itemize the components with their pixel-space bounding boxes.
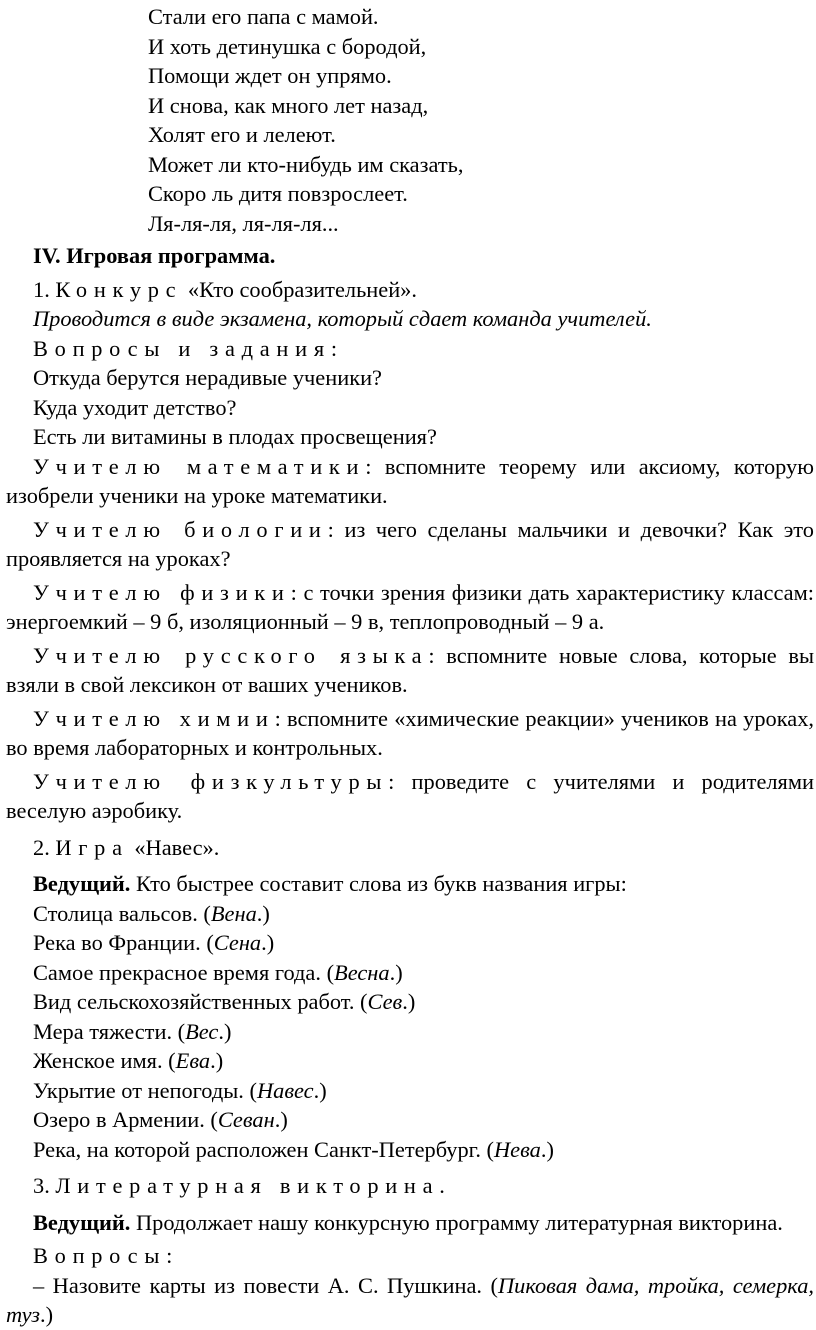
section-heading: IV. Игровая программа.: [33, 243, 276, 268]
contest1-title: 1. Конкурс «Кто сообразительней».: [33, 276, 417, 302]
riddle-item: Женское имя. (Ева.): [33, 1048, 224, 1073]
riddle-item: Укрытие от непогоды. (Навес.): [33, 1077, 327, 1103]
contest1-note: Проводится в виде экзамена, который сдает команда учителей.: [33, 306, 652, 331]
poem-line: Стали его папа с мамой.: [148, 4, 379, 29]
poem-line: И хоть детинушка с бородой,: [148, 33, 427, 59]
game2-intro: Ведущий. Кто быстрее составит слова из букв названия игры:: [33, 871, 627, 896]
game2-title: 2. Игра «Навес».: [33, 834, 220, 860]
question-item: Куда уходит детство?: [33, 394, 237, 420]
quiz3-questions-label: Вопросы:: [33, 1243, 173, 1268]
riddle-item: Вид сельскохозяйственных работ. (Сев.): [33, 989, 416, 1014]
poem: [6, 0, 814, 238]
riddle-item: Самое прекрасное время года. (Весна.): [33, 959, 403, 985]
poem-line: Ля-ля-ля, ля-ля-ля...: [148, 210, 339, 236]
quiz3-question: – Назовите карты из повести А. С. Пушкина. (Пиковая дама, тройка, семерка, туз.): [6, 1272, 814, 1327]
teacher-task: Учителю физики: с точки зрения физики дать характеристику классам: энергоемкий – 9 б, изоляционный – 9 в, теплопроводный – 9 а.: [6, 579, 815, 634]
riddle-item: Мера тяжести. (Вес.): [33, 1018, 232, 1044]
teacher-task: Учителю биологии: из чего сделаны мальчики и девочки? Как это проявляется на уроках?: [6, 516, 814, 571]
riddle-item: Озеро в Армении. (Севан.): [33, 1107, 288, 1132]
teacher-task: Учителю химии: вспомните «химические реакции» учеников на уроках, во время лабораторных и контрольных.: [6, 705, 814, 760]
poem-line: Помощи ждет он упрямо.: [148, 63, 392, 88]
riddle-item: Река, на которой расположен Санкт-Петербург. (Нева.): [33, 1136, 554, 1162]
poem-line: И снова, как много лет назад,: [148, 92, 429, 118]
poem-line: Скоро ль дитя повзрослеет.: [148, 181, 408, 206]
poem-line: Холят его и лелеют.: [148, 122, 336, 147]
question-item: Откуда берутся нерадивые ученики?: [33, 365, 382, 390]
quiz3-intro: Ведущий. Продолжает нашу конкурсную программу литературная викторина.: [33, 1209, 783, 1235]
question-item: Есть ли витамины в плодах просвещения?: [33, 424, 437, 449]
contest1-questions-label: Вопросы и задания:: [33, 335, 338, 361]
riddle-item: Река во Франции. (Сена.): [33, 930, 275, 955]
teacher-task: Учителю русского языка: вспомните новые слова, которые вы взяли в свой лексикон от ваших учеников.: [6, 642, 814, 697]
teacher-task: Учителю математики: вспомните теорему или аксиому, которую изобрели ученики на уроке математики.: [6, 453, 814, 508]
quiz3-title: 3. Литературная викторина.: [33, 1173, 445, 1198]
teacher-task: Учителю физкультуры: проведите с учителями и родителями веселую аэробику.: [6, 768, 815, 823]
riddle-item: Столица вальсов. (Вена.): [33, 900, 270, 926]
poem-line: Может ли кто-нибудь им сказать,: [148, 151, 464, 177]
